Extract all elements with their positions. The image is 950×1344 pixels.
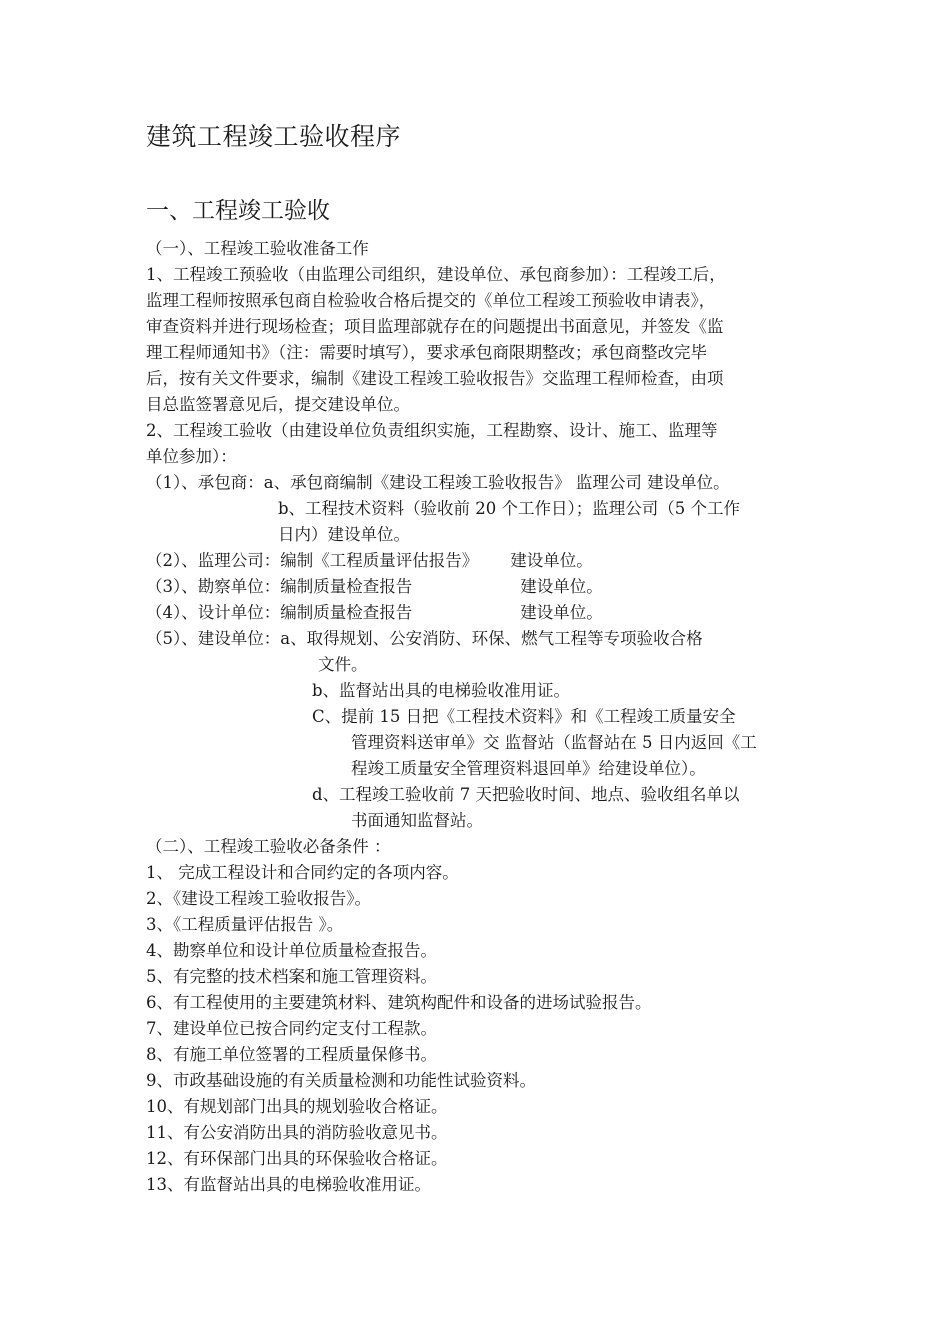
section-heading: 一、工程竣工验收 (146, 198, 330, 224)
list-item: 5、有完整的技术档案和施工管理资料。 (146, 967, 437, 986)
item-recipient: 建设单位。 (520, 603, 603, 622)
subsection-heading: （一）、工程竣工验收准备工作 (146, 239, 369, 258)
item-text: 文件。 (318, 655, 368, 674)
paragraph-line: 2、工程竣工验收（由建设单位负责组织实施，工程勘察、设计、施工、监理等 (146, 421, 718, 440)
contractor-item (146, 470, 810, 548)
supervisor-item (146, 548, 810, 574)
item-text: d、工程竣工验收前 7 天把验收时间、地点、验收组名单以 (312, 785, 740, 804)
item-text: 日内）建设单位。 (278, 525, 410, 544)
item-label: （3）、勘察单位： (146, 577, 281, 596)
list-item: 9、市政基础设施的有关质量检测和功能性试验资料。 (146, 1071, 536, 1090)
list-item: 11、有公安消防出具的消防验收意见书。 (146, 1123, 448, 1142)
item-text: 程竣工质量安全管理资料退回单》给建设单位）。 (351, 759, 706, 778)
list-item: 13、有监督站出具的电梯验收准用证。 (146, 1175, 431, 1194)
item-text: 编制质量检查报告 (280, 603, 413, 622)
item-text: 编制《工程质量评估报告》 (280, 551, 479, 570)
paragraph-line: 目总监签署意见后，提交建设单位。 (146, 395, 410, 414)
paragraph-line: 后，按有关文件要求，编制《建设工程竣工验收报告》交监理工程师检查，由项 (146, 369, 724, 388)
item-text: a、承包商编制《建设工程竣工验收报告》 监理公司 建设单位。 (263, 473, 730, 492)
item-text: b、工程技术资料（验收前 20 个工作日）；监理公司（5 个工作 (278, 499, 741, 518)
list-item: 2、《建设工程竣工验收报告》。 (146, 889, 371, 908)
item-label: （2）、监理公司： (146, 551, 281, 570)
list-item: 1、 完成工程设计和合同约定的各项内容。 (146, 863, 459, 882)
paragraph-line: 单位参加）： (146, 447, 237, 466)
paragraph-line: 理工程师通知书》（注：需要时填写），要求承包商限期整改；承包商整改完毕 (146, 343, 707, 362)
list-item: 7、建设单位已按合同约定支付工程款。 (146, 1019, 437, 1038)
list-item: 4、勘察单位和设计单位质量检查报告。 (146, 941, 437, 960)
document-title: 建筑工程竣工验收程序 (146, 122, 402, 151)
owner-item (146, 626, 810, 834)
item-recipient: 建设单位。 (510, 551, 593, 570)
design-item (146, 600, 810, 626)
list-item: 3、《工程质量评估报告 》。 (146, 915, 344, 934)
document-body (146, 236, 810, 1198)
item-text: C、提前 15 日把《工程技术资料》和《工程竣工质量安全 (312, 707, 736, 726)
item-text: 管理资料送审单》交 监督站（监督站在 5 日内返回《工 (351, 733, 757, 752)
item-text: a、取得规划、公安消防、环保、燃气工程等专项验收合格 (280, 629, 703, 648)
conditions-list (146, 860, 810, 1198)
item-text: b、监督站出具的电梯验收准用证。 (312, 681, 571, 700)
paragraph-line: 监理工程师按照承包商自检验收合格后提交的《单位工程竣工预验收申请表》， (146, 291, 716, 310)
item-label: （4）、设计单位： (146, 603, 281, 622)
item-label: （1）、承包商： (146, 473, 264, 492)
list-item: 6、有工程使用的主要建筑材料、建筑构配件和设备的进场试验报告。 (146, 993, 652, 1012)
list-item: 10、有规划部门出具的规划验收合格证。 (146, 1097, 448, 1116)
list-item: 12、有环保部门出具的环保验收合格证。 (146, 1149, 448, 1168)
item-text: 书面通知监督站。 (351, 811, 483, 830)
paragraph-pre-acceptance (146, 262, 810, 418)
subsection-heading: （二）、工程竣工验收必备条件 ： (146, 837, 391, 856)
item-text: 编制质量检查报告 (280, 577, 413, 596)
survey-item (146, 574, 810, 600)
paragraph-line: 1、工程竣工预验收（由监理公司组织，建设单位、承包商参加）：工程竣工后， (146, 265, 726, 284)
paragraph-final-acceptance (146, 418, 810, 470)
list-item: 8、有施工单位签署的工程质量保修书。 (146, 1045, 437, 1064)
item-recipient: 建设单位。 (520, 577, 603, 596)
paragraph-line: 审查资料并进行现场检查；项目监理部就存在的问题提出书面意见，并签发《监 (146, 317, 724, 336)
item-label: （5）、建设单位： (146, 629, 281, 648)
